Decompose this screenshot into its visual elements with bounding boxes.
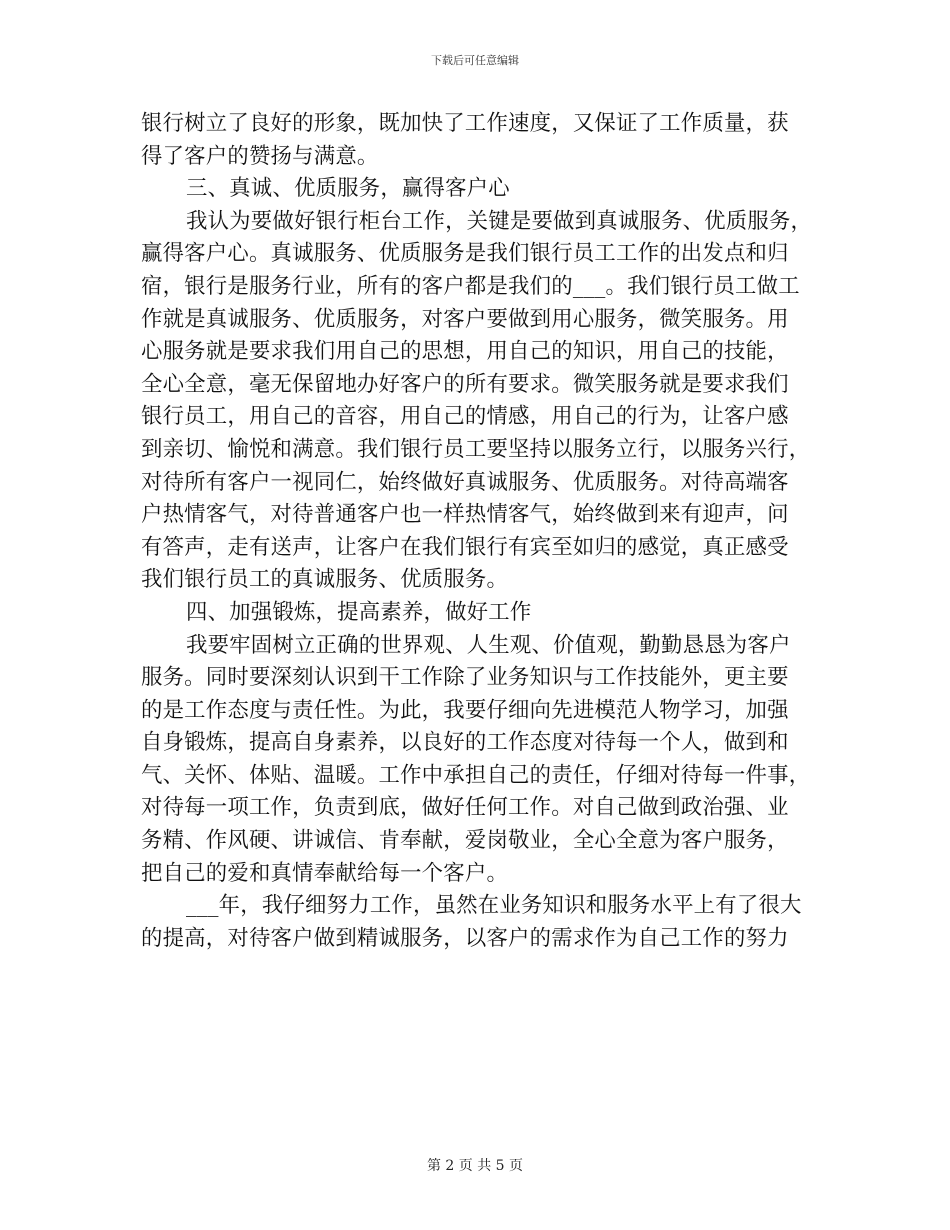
- text-line: 自身锻炼，提高自身素养，以良好的工作态度对待每一个人，做到和: [141, 730, 789, 756]
- text-line: 气、关怀、体贴、温暖。工作中承担自己的责任，仔细对待每一件事，: [141, 762, 811, 788]
- text-line: 对待所有客户一视同仁，始终做好真诚服务、优质服务。对待高端客: [141, 469, 789, 495]
- section-heading: 四、加强锻炼，提高素养，做好工作: [186, 599, 532, 625]
- text-line: 全心全意，毫无保留地办好客户的所有要求。微笑服务就是要求我们: [141, 371, 789, 397]
- text-line: 务精、作风硬、讲诚信、肯奉献，爱岗敬业，全心全意为客户服务，: [141, 828, 789, 854]
- text-line: 宿，银行是服务行业，所有的客户都是我们的___。我们银行员工做工: [141, 273, 800, 299]
- text-line: 得了客户的赞扬与满意。: [141, 143, 379, 169]
- page-header: 下载后可任意编辑: [431, 54, 519, 67]
- text-line: 的是工作态度与责任性。为此，我要仔细向先进模范人物学习，加强: [141, 697, 789, 723]
- text-line: 赢得客户心。真诚服务、优质服务是我们银行员工工作的出发点和归: [141, 241, 789, 267]
- section-heading: 三、真诚、优质服务，赢得客户心: [186, 176, 510, 202]
- text-line: 我们银行员工的真诚服务、优质服务。: [141, 567, 509, 593]
- text-line: 有答声，走有送声，让客户在我们银行有宾至如归的感觉，真正感受: [141, 534, 789, 560]
- text-line: ___年，我仔细努力工作，虽然在业务知识和服务水平上有了很大: [186, 893, 802, 919]
- text-line: 银行员工，用自己的音容，用自己的情感，用自己的行为，让客户感: [141, 404, 789, 430]
- text-line: 心服务就是要求我们用自己的思想，用自己的知识，用自己的技能，: [141, 339, 789, 365]
- text-line: 我要牢固树立正确的世界观、人生观、价值观，勤勤恳恳为客户: [186, 632, 791, 658]
- text-line: 服务。同时要深刻认识到干工作除了业务知识与工作技能外，更主要: [141, 665, 789, 691]
- text-line: 作就是真诚服务、优质服务，对客户要做到用心服务，微笑服务。用: [141, 306, 789, 332]
- text-line: 户热情客气，对待普通客户也一样热情客气，始终做到来有迎声，问: [141, 502, 789, 528]
- text-line: 对待每一项工作，负责到底，做好任何工作。对自己做到政治强、业: [141, 795, 789, 821]
- text-line: 银行树立了良好的形象，既加快了工作速度，又保证了工作质量，获: [141, 111, 789, 136]
- text-line: 把自己的爱和真情奉献给每一个客户。: [141, 860, 509, 886]
- body-text: [141, 108, 813, 955]
- page-number: 第 2 页 共 5 页: [426, 1158, 524, 1174]
- text-line: 到亲切、愉悦和满意。我们银行员工要坚持以服务立行，以服务兴行，: [141, 436, 811, 462]
- text-line: 我认为要做好银行柜台工作，关键是要做到真诚服务、优质服务，: [186, 208, 813, 234]
- text-line: 的提高，对待客户做到精诚服务，以客户的需求作为自己工作的努力: [141, 925, 789, 951]
